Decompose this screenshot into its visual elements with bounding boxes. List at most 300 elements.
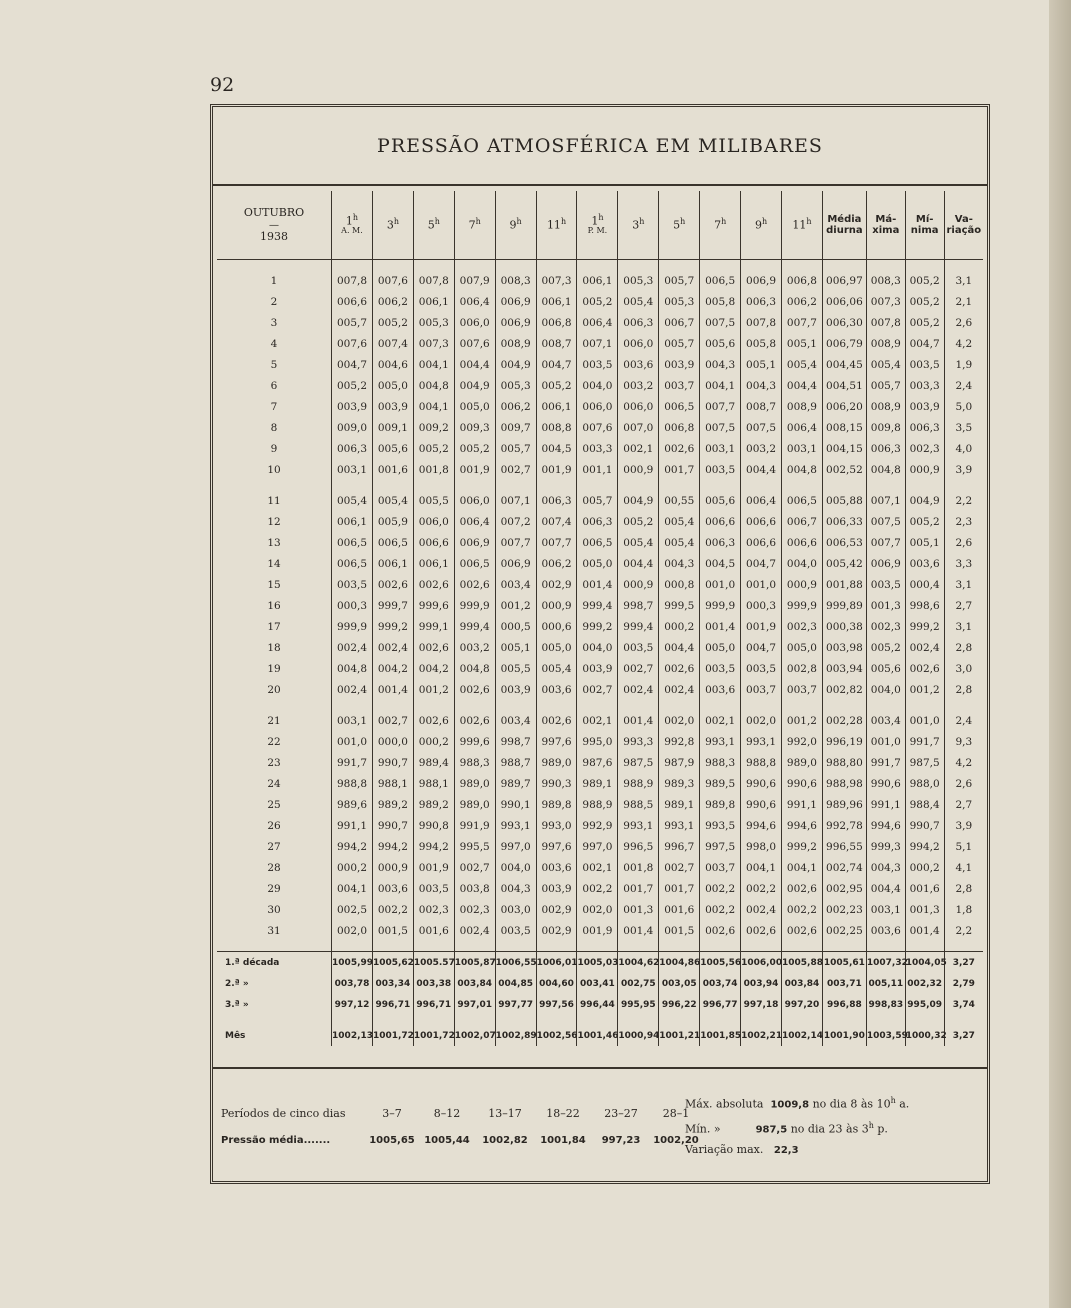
pressure-cell: 991,1	[782, 794, 823, 815]
pressure-cell: 006,3	[700, 532, 741, 553]
pressure-cell: 005,7	[495, 438, 536, 459]
summary-cell: 1005,87	[454, 952, 495, 974]
pressure-cell: 003,5	[495, 920, 536, 941]
pressure-cell: 989,6	[332, 794, 373, 815]
hour-value: 1	[345, 214, 353, 228]
table-body	[217, 260, 983, 1047]
pressure-cell: 997,6	[536, 836, 577, 857]
pressure-cell: 006,06	[822, 291, 866, 312]
pressure-cell: 992,8	[659, 731, 700, 752]
pressure-cell: 003,8	[454, 878, 495, 899]
pressure-cell: 006,3	[618, 312, 659, 333]
pressure-cell: 001,0	[905, 710, 944, 731]
pressure-cell: 005,2	[372, 312, 413, 333]
pressure-cell: 002,6	[659, 658, 700, 679]
table-header-row	[217, 191, 983, 260]
summary-cell: 1007,32	[866, 952, 905, 974]
pressure-cell: 004,9	[495, 354, 536, 375]
pressure-cell: 00,55	[659, 490, 700, 511]
pressure-cell: 007,5	[700, 417, 741, 438]
mean-pressure-label: Pressão média.......	[221, 1135, 331, 1146]
pressure-cell: 005,7	[659, 333, 700, 354]
pressure-cell: 009,2	[413, 417, 454, 438]
spacer-row	[217, 941, 983, 952]
pressure-cell: 997,0	[495, 836, 536, 857]
table-row	[217, 616, 983, 637]
pressure-cell: 000,9	[782, 574, 823, 595]
pressure-cell: 006,6	[741, 511, 782, 532]
hour-value: 3	[632, 218, 640, 232]
pressure-cell: 001,0	[866, 731, 905, 752]
pressure-cell: 2,7	[944, 595, 983, 616]
pressure-cell: 001,7	[659, 459, 700, 480]
pressure-cell: 001,9	[741, 616, 782, 637]
pressure-cell: 006,97	[822, 270, 866, 291]
pressure-cell: 006,7	[659, 312, 700, 333]
pressure-cell: 006,3	[536, 490, 577, 511]
pressure-cell: 2,6	[944, 773, 983, 794]
pressure-cell: 006,6	[700, 511, 741, 532]
summary-cell: 1001,46	[577, 1025, 618, 1046]
pressure-cell: 006,8	[536, 312, 577, 333]
pressure-cell: 988,5	[618, 794, 659, 815]
pressure-cell: 006,7	[782, 511, 823, 532]
pressure-cell: 005,7	[866, 375, 905, 396]
summary-cell: 005,11	[866, 973, 905, 994]
pressure-cell: 989,8	[536, 794, 577, 815]
variation-value: 22,3	[773, 1145, 799, 1157]
pressure-cell: 989,0	[536, 752, 577, 773]
pressure-cell: 993,0	[536, 815, 577, 836]
table-row	[217, 354, 983, 375]
pressure-cell: 993,1	[700, 731, 741, 752]
pressure-cell: 999,4	[454, 616, 495, 637]
pressure-cell: 003,0	[495, 899, 536, 920]
hour-value: 1	[591, 214, 599, 228]
hour-unit: h	[560, 217, 567, 227]
pressure-cell: 000,5	[495, 616, 536, 637]
summary-cell: 1002,21	[741, 1025, 782, 1046]
pressure-cell: 002,3	[782, 616, 823, 637]
pressure-cell: 003,6	[618, 354, 659, 375]
pressure-cell: 2,4	[944, 710, 983, 731]
pressure-cell: 004,4	[659, 637, 700, 658]
pressure-cell: 990,7	[905, 815, 944, 836]
pressure-cell: 005,2	[413, 438, 454, 459]
min-absolute	[685, 1116, 909, 1141]
pressure-cell: 003,5	[618, 637, 659, 658]
pressure-cell: 003,1	[782, 438, 823, 459]
pressure-cell: 999,9	[782, 595, 823, 616]
pressure-cell: 989,2	[372, 794, 413, 815]
min-sup: h	[868, 1120, 874, 1130]
pressure-cell: 001,3	[866, 595, 905, 616]
pressure-cell: 005,42	[822, 553, 866, 574]
book-binding	[1049, 0, 1071, 1308]
pressure-cell: 001,7	[618, 878, 659, 899]
pressure-cell: 003,6	[536, 857, 577, 878]
pressure-cell: 003,9	[536, 878, 577, 899]
pressure-cell: 003,2	[454, 637, 495, 658]
table-row	[217, 658, 983, 679]
pressure-cell: 003,5	[700, 459, 741, 480]
pressure-cell: 002,2	[741, 878, 782, 899]
summary-cell: 1004,05	[905, 952, 944, 974]
pressure-cell: 005,2	[332, 375, 373, 396]
pressure-cell: 999,4	[577, 595, 618, 616]
table-row	[217, 731, 983, 752]
pressure-cell: 989,8	[700, 794, 741, 815]
pressure-cell: 3,3	[944, 553, 983, 574]
summary-cell: 1000,94	[618, 1025, 659, 1046]
summary-cell: 1005,62	[372, 952, 413, 974]
pressure-cell: 3,9	[944, 459, 983, 480]
table-row	[217, 574, 983, 595]
summary-cell: 996,88	[822, 994, 866, 1015]
max-absolute	[685, 1091, 909, 1116]
summary-cell: 1005,56	[700, 952, 741, 974]
pressure-cell: 2,6	[944, 312, 983, 333]
pressure-cell: 005,1	[905, 532, 944, 553]
pressure-cell: 999,2	[782, 836, 823, 857]
pressure-cell: 003,4	[495, 574, 536, 595]
hour-value: 3	[386, 218, 394, 232]
table-row	[217, 794, 983, 815]
pressure-cell: 006,3	[866, 438, 905, 459]
pressure-cell: 007,7	[495, 532, 536, 553]
pressure-cell: 004,4	[454, 354, 495, 375]
summary-cell: 1005,03	[577, 952, 618, 974]
table-row	[217, 291, 983, 312]
pressure-cell: 006,6	[782, 532, 823, 553]
summary-cell: 995,95	[618, 994, 659, 1015]
pressure-cell: 997,6	[536, 731, 577, 752]
pressure-cell: 005,3	[413, 312, 454, 333]
pressure-cell: 006,3	[741, 291, 782, 312]
period-value: 28–1	[662, 1107, 690, 1120]
pressure-cell: 005,4	[332, 490, 373, 511]
summary-cell: 1001,90	[822, 1025, 866, 1046]
pressure-cell: 006,9	[495, 553, 536, 574]
pressure-cell: 002,3	[413, 899, 454, 920]
pressure-cell: 008,9	[866, 396, 905, 417]
pressure-cell: 000,8	[659, 574, 700, 595]
pressure-cell: 002,9	[536, 899, 577, 920]
extremes-block	[685, 1091, 909, 1161]
pressure-cell: 005,5	[413, 490, 454, 511]
pressure-cell: 000,4	[905, 574, 944, 595]
pressure-cell: 005,4	[659, 511, 700, 532]
summary-cell: 997,77	[495, 994, 536, 1015]
pressure-cell: 005,1	[782, 333, 823, 354]
table-row	[217, 417, 983, 438]
pressure-cell: 988,9	[618, 773, 659, 794]
pressure-cell: 996,5	[618, 836, 659, 857]
pressure-cell: 000,6	[536, 616, 577, 637]
mean-value: 1005,44	[424, 1135, 470, 1146]
pressure-cell: 2,1	[944, 291, 983, 312]
pressure-cell: 990,6	[741, 773, 782, 794]
pressure-cell: 3,1	[944, 270, 983, 291]
pressure-cell: 006,1	[577, 270, 618, 291]
pressure-cell: 007,7	[866, 532, 905, 553]
pressure-cell: 994,2	[372, 836, 413, 857]
pressure-cell: 994,2	[905, 836, 944, 857]
pressure-cell: 005,4	[659, 532, 700, 553]
summary-cell: 997,56	[536, 994, 577, 1015]
pressure-cell: 005,2	[905, 291, 944, 312]
period-value: 3–7	[382, 1107, 402, 1120]
pressure-cell: 002,5	[332, 899, 373, 920]
min-label: Mín. »	[685, 1122, 721, 1136]
pressure-cell: 004,3	[495, 878, 536, 899]
pressure-cell: 006,0	[618, 396, 659, 417]
pressure-cell: 005,7	[332, 312, 373, 333]
pressure-cell: 004,0	[495, 857, 536, 878]
pressure-cell: 007,1	[495, 490, 536, 511]
pressure-cell: 006,20	[822, 396, 866, 417]
pressure-cell: 995,0	[577, 731, 618, 752]
summary-cell: 003,74	[700, 973, 741, 994]
pressure-cell: 005,4	[372, 490, 413, 511]
pressure-cell: 006,8	[782, 270, 823, 291]
pressure-cell: 998,0	[741, 836, 782, 857]
pressure-cell: 000,9	[536, 595, 577, 616]
summary-cell: 003,78	[332, 973, 373, 994]
pressure-cell: 002,6	[372, 574, 413, 595]
pressure-cell: 003,7	[700, 857, 741, 878]
day-label: 27	[267, 840, 281, 853]
pressure-cell: 001,2	[782, 710, 823, 731]
pressure-cell: 006,5	[659, 396, 700, 417]
table-row	[217, 396, 983, 417]
summary-cell: 1001,72	[372, 1025, 413, 1046]
pressure-cell: 006,5	[372, 532, 413, 553]
summary-row	[217, 1025, 983, 1046]
pressure-cell: 002,6	[454, 574, 495, 595]
pressure-cell: 006,9	[741, 270, 782, 291]
hour-header	[741, 191, 782, 260]
hour-header	[413, 191, 454, 260]
pressure-cell: 005,1	[495, 637, 536, 658]
pressure-cell: 006,5	[332, 532, 373, 553]
pressure-cell: 004,6	[372, 354, 413, 375]
pressure-cell: 001,6	[372, 459, 413, 480]
summary-cell: 997,01	[454, 994, 495, 1015]
pressure-cell: 005,6	[700, 490, 741, 511]
day-label: 10	[267, 463, 281, 476]
pressure-cell: 006,6	[741, 532, 782, 553]
pressure-cell: 004,45	[822, 354, 866, 375]
summary-cell: 996,44	[577, 994, 618, 1015]
pressure-cell: 003,5	[413, 878, 454, 899]
pressure-cell: 999,1	[413, 616, 454, 637]
pressure-cell: 999,3	[866, 836, 905, 857]
pressure-cell: 990,7	[372, 752, 413, 773]
pressure-cell: 004,2	[413, 658, 454, 679]
summary-cell: 996,71	[372, 994, 413, 1015]
summary-cell: 003,34	[372, 973, 413, 994]
table-row	[217, 459, 983, 480]
summary-cell: 998,83	[866, 994, 905, 1015]
pressure-cell: 988,1	[413, 773, 454, 794]
day-label: 18	[267, 641, 281, 654]
pressure-cell: 989,3	[659, 773, 700, 794]
summary-label: 2.ª »	[225, 978, 249, 989]
pressure-cell: 005,3	[495, 375, 536, 396]
pressure-cell: 004,7	[741, 553, 782, 574]
summary-cell: 1003,59	[866, 1025, 905, 1046]
hour-unit: h	[680, 217, 686, 227]
pressure-cell: 004,4	[741, 459, 782, 480]
pressure-cell: 002,6	[413, 574, 454, 595]
pressure-cell: 000,9	[618, 459, 659, 480]
min-tail: p.	[873, 1122, 888, 1136]
pressure-cell: 005,4	[866, 354, 905, 375]
pressure-cell: 004,1	[741, 857, 782, 878]
pressure-cell: 007,2	[495, 511, 536, 532]
day-label: 6	[270, 379, 278, 392]
pressure-cell: 001,5	[372, 920, 413, 941]
pressure-cell: 002,1	[618, 438, 659, 459]
pressure-cell: 001,3	[905, 899, 944, 920]
hour-value: 5	[427, 218, 435, 232]
day-label: 11	[267, 494, 281, 507]
pressure-cell: 990,6	[866, 773, 905, 794]
pressure-cell: 002,52	[822, 459, 866, 480]
pressure-cell: 3,1	[944, 616, 983, 637]
pressure-cell: 004,4	[866, 878, 905, 899]
summary-row	[217, 952, 983, 974]
pressure-cell: 000,9	[372, 857, 413, 878]
day-label: 8	[270, 421, 278, 434]
pressure-cell: 001,9	[536, 459, 577, 480]
day-label: 5	[270, 358, 278, 371]
pressure-cell: 005,6	[372, 438, 413, 459]
pressure-cell: 992,78	[822, 815, 866, 836]
hour-header	[372, 191, 413, 260]
pressure-cell: 003,7	[782, 679, 823, 700]
hour-header	[332, 191, 373, 260]
pressure-cell: 989,7	[495, 773, 536, 794]
pressure-cell: 005,0	[577, 553, 618, 574]
stat-header: Va-riação	[944, 191, 983, 260]
pressure-cell: 2,8	[944, 878, 983, 899]
pressure-cell: 007,3	[536, 270, 577, 291]
pressure-cell: 006,0	[413, 511, 454, 532]
hour-header	[659, 191, 700, 260]
pressure-cell: 998,7	[618, 595, 659, 616]
pressure-cell: 006,5	[700, 270, 741, 291]
pressure-cell: 002,6	[413, 637, 454, 658]
summary-row	[217, 994, 983, 1015]
pressure-cell: 005,2	[577, 291, 618, 312]
pressure-cell: 003,2	[618, 375, 659, 396]
hour-header	[782, 191, 823, 260]
pressure-cell: 990,6	[782, 773, 823, 794]
pressure-cell: 003,5	[577, 354, 618, 375]
periods-row	[221, 1107, 702, 1120]
pressure-cell: 004,3	[741, 375, 782, 396]
pressure-cell: 003,5	[332, 574, 373, 595]
pressure-cell: 999,9	[700, 595, 741, 616]
pressure-cell: 005,2	[905, 270, 944, 291]
hour-value: 5	[673, 218, 681, 232]
pressure-cell: 000,2	[905, 857, 944, 878]
pressure-cell: 002,9	[536, 920, 577, 941]
pressure-cell: 003,9	[495, 679, 536, 700]
summary-cell: 004,60	[536, 973, 577, 994]
pressure-cell: 999,6	[413, 595, 454, 616]
periods-label: Períodos de cinco dias	[221, 1107, 346, 1120]
pressure-cell: 000,3	[332, 595, 373, 616]
pressure-cell: 002,7	[577, 679, 618, 700]
pressure-cell: 993,1	[495, 815, 536, 836]
day-label: 28	[267, 861, 281, 874]
pressure-cell: 999,89	[822, 595, 866, 616]
pressure-cell: 000,9	[905, 459, 944, 480]
pressure-cell: 002,2	[372, 899, 413, 920]
pressure-cell: 990,6	[741, 794, 782, 815]
pressure-cell: 989,96	[822, 794, 866, 815]
pressure-cell: 3,5	[944, 417, 983, 438]
pressure-cell: 004,4	[782, 375, 823, 396]
hour-header	[454, 191, 495, 260]
pressure-cell: 003,3	[577, 438, 618, 459]
pressure-cell: 006,0	[454, 312, 495, 333]
table-row	[217, 920, 983, 941]
pressure-cell: 007,1	[866, 490, 905, 511]
pressure-cell: 987,6	[577, 752, 618, 773]
pressure-cell: 002,74	[822, 857, 866, 878]
pressure-cell: 002,6	[905, 658, 944, 679]
pressure-cell: 3,9	[944, 815, 983, 836]
pressure-cell: 009,0	[332, 417, 373, 438]
pressure-cell: 2,8	[944, 637, 983, 658]
hour-unit: h	[721, 217, 727, 227]
period-value: 23–27	[604, 1107, 638, 1120]
pressure-cell: 994,2	[413, 836, 454, 857]
pressure-cell: 005,8	[700, 291, 741, 312]
pressure-cell: 005,4	[536, 658, 577, 679]
pressure-cell: 004,8	[866, 459, 905, 480]
pressure-cell: 007,8	[741, 312, 782, 333]
hour-value: 7	[714, 218, 722, 232]
max-label: Máx. absoluta	[685, 1097, 764, 1111]
table-row	[217, 511, 983, 532]
summary-cell: 1001,21	[659, 1025, 700, 1046]
summary-cell: 1005,88	[782, 952, 823, 974]
pressure-cell: 007,3	[413, 333, 454, 354]
pressure-cell: 003,9	[577, 658, 618, 679]
pressure-cell: 989,0	[454, 773, 495, 794]
pressure-cell: 006,2	[782, 291, 823, 312]
max-when: no dia 8 às 10	[812, 1097, 891, 1111]
pressure-cell: 007,4	[372, 333, 413, 354]
hour-unit: h	[434, 217, 440, 227]
pressure-cell: 002,1	[700, 710, 741, 731]
mean-value: 997,23	[601, 1135, 641, 1146]
pressure-cell: 002,4	[454, 920, 495, 941]
pressure-cell: 996,55	[822, 836, 866, 857]
pressure-cell: 004,15	[822, 438, 866, 459]
pressure-cell: 002,7	[659, 857, 700, 878]
pressure-cell: 002,25	[822, 920, 866, 941]
pressure-cell: 003,5	[866, 574, 905, 595]
hour-header	[700, 191, 741, 260]
pressure-cell: 004,0	[782, 553, 823, 574]
month-label: OUTUBRO	[243, 205, 305, 219]
